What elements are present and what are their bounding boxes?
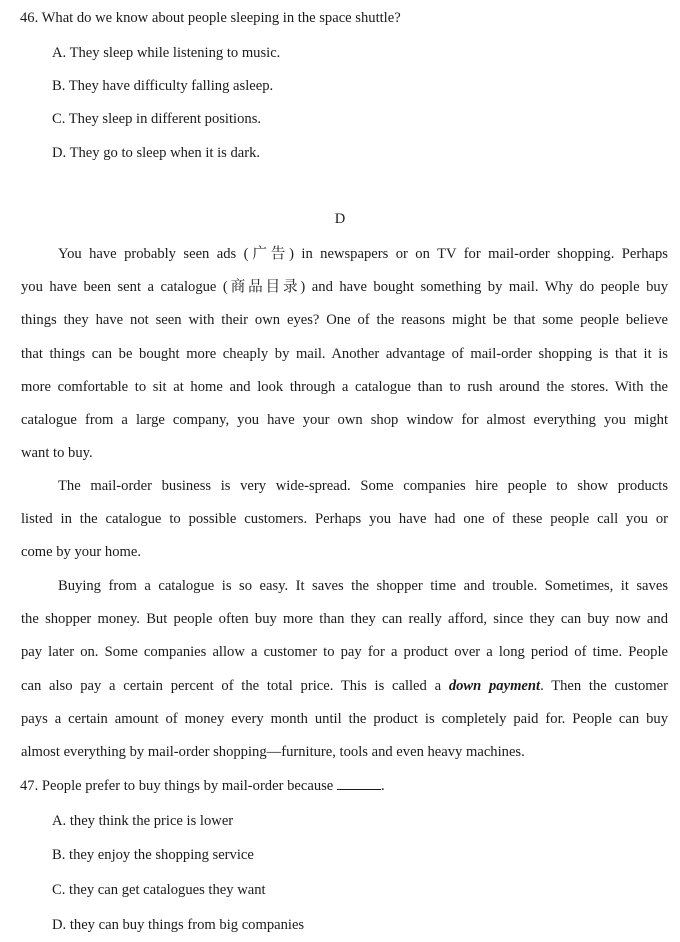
question-46-option-d: D. They go to sleep when it is dark.	[52, 145, 261, 161]
question-47-option-d: D. they can buy things from big companies	[52, 917, 305, 933]
question-47-option-b: B. they enjoy the shopping service	[52, 847, 254, 863]
passage-p2-line-3: come by your home.	[21, 544, 141, 560]
question-47-stem-period: .	[380, 778, 385, 794]
passage-p1-line-2: you have been sent a catalogue (商品目录) and have bought something by mail. Why do people buy	[21, 279, 668, 295]
passage-p1-line-1: You have probably seen ads (广告) in newspapers or on TV for mail-order shopping. Perhaps	[58, 246, 668, 262]
passage-p2-line-1: The mail-order business is very wide-spread. Some companies hire people to show products	[58, 478, 668, 494]
passage-p1-line-5: more comfortable to sit at home and look through a catalogue than to rush around the stores. With the	[21, 379, 668, 395]
question-47-stem	[20, 777, 385, 795]
passage-p3-line-4-start: can also pay a certain percent of the total price. This is called a	[21, 678, 442, 694]
passage-p2-line-2: listed in the catalogue to possible customers. Perhaps you have had one of these people call you or	[21, 511, 668, 527]
passage-p1-line-6: catalogue from a large company, you have your own shop window for almost everything you might	[21, 412, 668, 428]
question-47-option-a: A. they think the price is lower	[52, 813, 234, 829]
section-label: D	[334, 211, 346, 227]
passage-p1-line-4: that things can be bought more cheaply by mail. Another advantage of mail-order shopping is that it is	[21, 346, 668, 362]
passage-p3-line-2: the shopper money. But people often buy more than they can really afford, since they can buy now and	[21, 611, 668, 627]
passage-p3-line-4	[21, 677, 668, 695]
question-46-option-a: A. They sleep while listening to music.	[52, 45, 281, 61]
passage-p3-line-5: pays a certain amount of money every month until the product is completely paid for. People can buy	[21, 711, 668, 727]
passage-p3-line-1: Buying from a catalogue is so easy. It saves the shopper time and trouble. Sometimes, it saves	[58, 578, 668, 594]
passage-p3-line-6: almost everything by mail-order shopping—furniture, tools and even heavy machines.	[21, 744, 525, 760]
question-46-option-b: B. They have difficulty falling asleep.	[52, 78, 274, 94]
question-47-stem-text: 47. People prefer to buy things by mail-order because	[20, 778, 334, 794]
passage-p3-line-4-end: . Then the customer	[540, 678, 668, 694]
question-46-option-c: C. They sleep in different positions.	[52, 111, 262, 127]
key-term-down-payment: down payment	[448, 678, 541, 694]
question-46-stem: 46. What do we know about people sleeping in the space shuttle?	[20, 10, 401, 26]
passage-p3-line-3: pay later on. Some companies allow a customer to pay for a product over a long period of time. People	[21, 644, 668, 660]
answer-blank	[337, 777, 381, 790]
passage-p1-line-7: want to buy.	[21, 445, 93, 461]
question-47-option-c: C. they can get catalogues they want	[52, 882, 266, 898]
passage-p1-line-3: things they have not seen with their own eyes? One of the reasons might be that some people believe	[21, 312, 668, 328]
